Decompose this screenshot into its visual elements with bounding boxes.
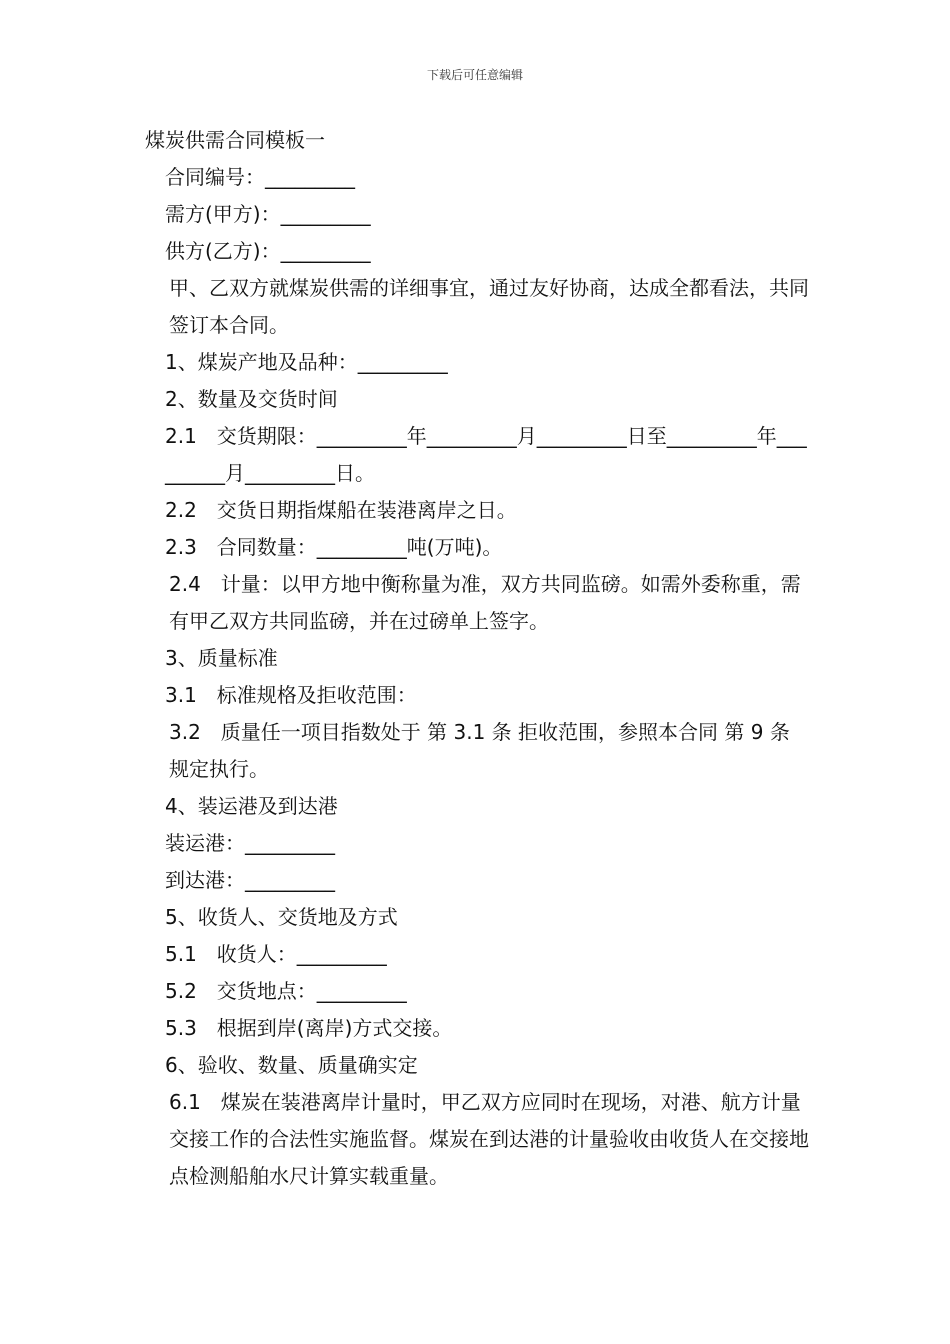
page-header: 下载后可任意编辑 xyxy=(426,68,523,82)
clause-2-4: 2.4 计量：以甲方地中衡称量为准，双方共同监磅。如需外委称重，需有甲乙双方共同监磅，并在过磅单上签字。 xyxy=(169,572,801,633)
seller-line: 供方(乙方)：_________ xyxy=(165,239,371,263)
section-2-heading: 2、数量及交货时间 xyxy=(165,387,338,411)
clause-6-1: 6.1 煤炭在装港离岸计量时，甲乙双方应同时在现场，对港、航方计量交接工作的合法性实施监督。煤炭在到达港的计量验收由收货人在交接地点检测船舶水尺计算实载重量。 xyxy=(169,1090,809,1188)
section-3-heading: 3、质量标准 xyxy=(165,646,278,670)
clause-5-1: 5.1 收货人：_________ xyxy=(165,942,387,966)
section-5-heading: 5、收货人、交货地及方式 xyxy=(165,905,398,929)
clause-5-3: 5.3 根据到岸(离岸)方式交接。 xyxy=(165,1016,453,1040)
section-1: 1、煤炭产地及品种：_________ xyxy=(165,350,448,374)
clause-2-1: 2.1 交货期限：_________年_________月_________日至_________年_________月_________日。 xyxy=(165,424,807,485)
preamble-paragraph: 甲、乙双方就煤炭供需的详细事宜，通过友好协商，达成全都看法，共同签订本合同。 xyxy=(169,276,809,337)
document-title: 煤炭供需合同模板一 xyxy=(145,128,325,152)
clause-5-2: 5.2 交货地点：_________ xyxy=(165,979,407,1003)
section-4-heading: 4、装运港及到达港 xyxy=(165,794,338,818)
loading-port-line: 装运港：_________ xyxy=(165,831,335,855)
clause-3-1: 3.1 标准规格及拒收范围： xyxy=(165,683,417,707)
destination-port-line: 到达港：_________ xyxy=(165,868,335,892)
section-6-heading: 6、验收、数量、质量确实定 xyxy=(165,1053,418,1077)
document-body xyxy=(145,122,810,1195)
clause-3-2: 3.2 质量任一项目指数处于 第 3.1 条 拒收范围，参照本合同 第 9 条 规定执行。 xyxy=(169,720,790,781)
contract-number-line: 合同编号：_________ xyxy=(165,165,355,189)
clause-2-3: 2.3 合同数量：_________吨(万吨)。 xyxy=(165,535,503,559)
buyer-line: 需方(甲方)：_________ xyxy=(165,202,371,226)
clause-2-2: 2.2 交货日期指煤船在装港离岸之日。 xyxy=(165,498,517,522)
